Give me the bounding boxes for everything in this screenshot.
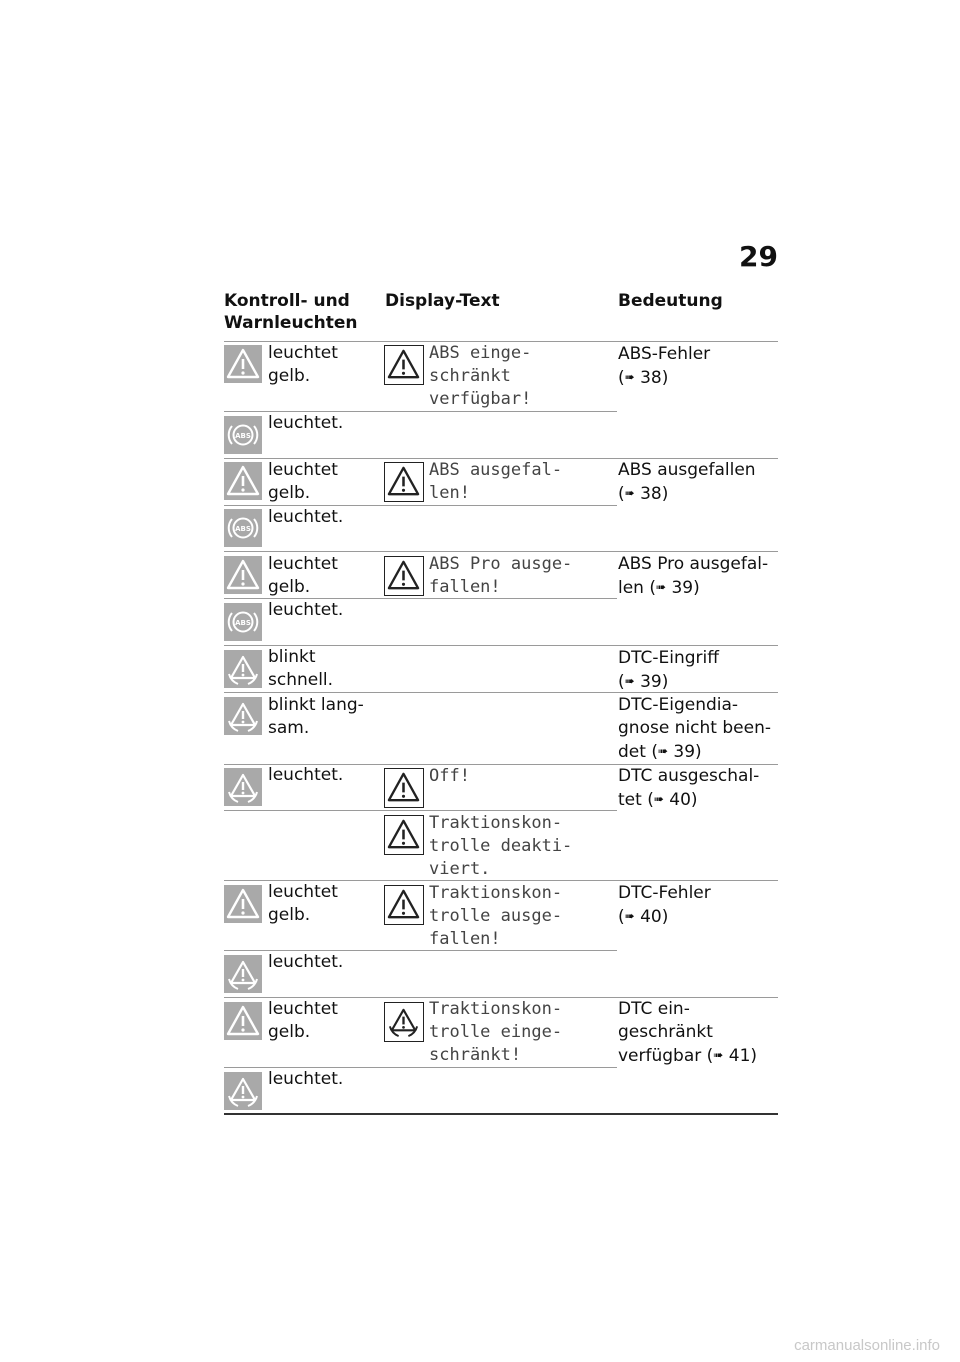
page-reference[interactable]: 38) xyxy=(640,368,669,388)
display-text: ABS ausgefal- len! xyxy=(429,460,563,503)
dtc-lamp-icon xyxy=(224,650,262,688)
table-rule xyxy=(224,551,778,552)
reference-arrow-icon: ➠ xyxy=(653,792,664,806)
reference-arrow-icon: ➠ xyxy=(657,744,669,758)
lamp-state-text: blinkt lang- sam. xyxy=(268,695,364,738)
display-text: Traktionskon- trolle ausge- fallen! xyxy=(429,883,563,949)
header-lamps: Kontroll- und Warnleuchten xyxy=(224,291,358,333)
display-warning-icon xyxy=(384,885,424,925)
display-warning-icon xyxy=(384,345,424,385)
warning-triangle-icon xyxy=(224,1002,262,1040)
meaning-text: DTC ein- geschränkt verfügbar (➠ 41) xyxy=(618,999,758,1066)
display-warning-icon xyxy=(384,556,424,596)
lamp-state-text: leuchtet. xyxy=(268,413,344,433)
lamp-state-text: leuchtet gelb. xyxy=(268,999,338,1042)
reference-arrow-icon: ➠ xyxy=(624,370,635,384)
warning-triangle-icon xyxy=(224,556,262,594)
table-rule xyxy=(224,810,617,811)
abs-lamp-icon xyxy=(224,603,262,641)
warning-triangle-icon xyxy=(224,462,262,500)
lamp-state-text: leuchtet. xyxy=(268,507,344,527)
lamp-state-text: leuchtet. xyxy=(268,1069,344,1089)
meaning-text: ABS Pro ausgefal- len (➠ 39) xyxy=(618,554,769,598)
dtc-lamp-icon xyxy=(224,697,262,735)
lamp-state-text: leuchtet gelb. xyxy=(268,460,338,503)
meaning-text: ABS-Fehler (➠ 38) xyxy=(618,344,711,388)
reference-arrow-icon: ➠ xyxy=(624,909,635,923)
display-text: Traktionskon- trolle einge- schränkt! xyxy=(429,999,563,1065)
display-warning-icon xyxy=(384,815,424,855)
page-reference[interactable]: 41) xyxy=(728,1046,758,1066)
svg-text:ABS: ABS xyxy=(235,525,251,533)
svg-text:ABS: ABS xyxy=(235,619,251,627)
header-meaning: Bedeutung xyxy=(618,291,723,311)
display-dtc-icon xyxy=(384,1002,424,1042)
page-number: 29 xyxy=(739,240,778,273)
lamp-state-text: leuchtet gelb. xyxy=(268,343,338,386)
svg-text:ABS: ABS xyxy=(235,432,251,440)
display-text: Off! xyxy=(429,766,470,786)
page-reference[interactable]: 38) xyxy=(640,484,669,504)
reference-arrow-icon: ➠ xyxy=(713,1048,724,1062)
lamp-state-text: leuchtet. xyxy=(268,600,344,620)
lamp-state-text: leuchtet gelb. xyxy=(268,882,338,925)
meaning-text: ABS ausgefallen (➠ 38) xyxy=(618,460,756,504)
display-warning-icon xyxy=(384,462,424,502)
page-reference[interactable]: 40) xyxy=(640,907,669,927)
meaning-text: DTC-Eingriff (➠ 39) xyxy=(618,648,719,692)
abs-lamp-icon xyxy=(224,509,262,547)
display-text: ABS Pro ausge- fallen! xyxy=(429,554,573,597)
reference-arrow-icon: ➠ xyxy=(624,486,635,500)
abs-lamp-icon xyxy=(224,416,262,454)
reference-arrow-icon: ➠ xyxy=(624,674,635,688)
dtc-lamp-icon xyxy=(224,768,262,806)
lamp-state-text: leuchtet. xyxy=(268,765,344,785)
page-reference[interactable]: 39) xyxy=(640,672,669,692)
lamp-state-text: leuchtet gelb. xyxy=(268,554,338,597)
header-display: Display-Text xyxy=(385,291,500,311)
warning-triangle-icon xyxy=(224,885,262,923)
meaning-text: DTC-Eigendia- gnose nicht been- det (➠ 39) xyxy=(618,695,771,762)
display-text: Traktionskon- trolle deakti- viert. xyxy=(429,813,573,879)
meaning-text: DTC-Fehler (➠ 40) xyxy=(618,883,711,927)
table-bottom-rule xyxy=(224,1113,778,1115)
page-reference[interactable]: 39) xyxy=(673,742,702,762)
reference-arrow-icon: ➠ xyxy=(656,580,667,594)
page-reference[interactable]: 40) xyxy=(669,790,698,810)
meaning-text: DTC ausgeschal- tet (➠ 40) xyxy=(618,766,760,810)
display-warning-icon xyxy=(384,768,424,808)
warning-triangle-icon xyxy=(224,345,262,383)
watermark-footer[interactable]: carmanualsonline.info xyxy=(794,1337,940,1354)
dtc-lamp-icon xyxy=(224,955,262,993)
display-text: ABS einge- schränkt verfügbar! xyxy=(429,343,532,409)
lamp-state-text: leuchtet. xyxy=(268,952,344,972)
page-reference[interactable]: 39) xyxy=(671,578,700,598)
lamp-state-text: blinkt schnell. xyxy=(268,647,334,690)
dtc-lamp-icon xyxy=(224,1072,262,1110)
